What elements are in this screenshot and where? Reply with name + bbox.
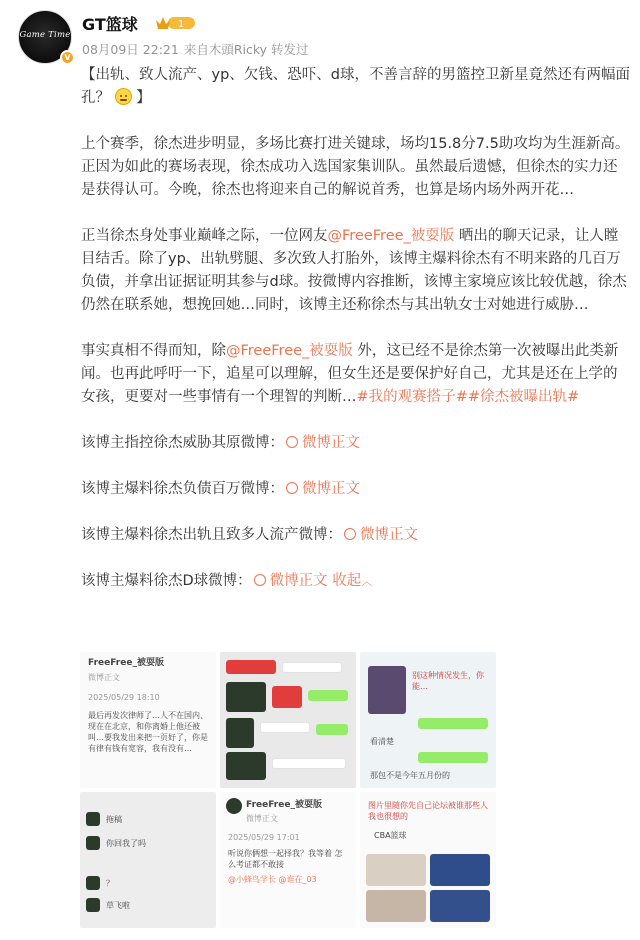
thumb-body: 最后再发次律师了…人不在国内、现在在北京，和你离婚上他还被叫…要我发出来把一页好了，你是有律有钱有宽容，我有没有…	[88, 711, 208, 753]
post-body	[81, 64, 631, 616]
verified-badge-icon: V	[60, 50, 75, 65]
source-label-3: 该博主爆料徐杰出轨且致多人流产微博：	[81, 527, 342, 543]
thumb-subtitle: 微博正文	[88, 673, 120, 682]
link-icon	[344, 528, 356, 540]
source-label-1: 该博主指控徐杰威胁其原微博：	[81, 435, 284, 451]
thumb5-subtitle: 微博正文	[246, 814, 278, 823]
thumb5-date: 2025/05/29 17:01	[228, 833, 300, 842]
thumb4-text-c: ？	[106, 879, 114, 888]
gallery-image-3[interactable]	[360, 652, 496, 788]
hashtag-watch-buddy[interactable]: #我的观赛搭子#	[356, 389, 468, 405]
post-headline	[81, 64, 631, 110]
source-line-3	[81, 524, 631, 547]
headline-end: 】	[136, 90, 151, 106]
thumb5-mentions: @小蜂鸟学长 @谁在_03	[228, 875, 317, 884]
mention-link[interactable]: @FreeFree_被耍版	[327, 228, 455, 244]
weibo-link-1[interactable]	[284, 435, 360, 451]
collapse-label: 收起	[332, 573, 362, 589]
avatar-logo-text: Game Time	[19, 30, 71, 40]
image-gallery	[80, 652, 496, 928]
p2-text-a: 正当徐杰身处事业巅峰之际，一位网友	[81, 228, 328, 244]
thumb3-text-a: 别这种情况发生，你能…	[412, 671, 484, 691]
source-line-1	[81, 432, 631, 455]
mention-link-2[interactable]: @FreeFree_被耍版	[226, 343, 353, 359]
source-line-2	[81, 478, 631, 501]
weibo-link-3[interactable]	[342, 527, 418, 543]
post-meta	[82, 40, 314, 58]
weibo-link-label: 微博正文	[302, 481, 360, 497]
source-line-4	[81, 570, 631, 593]
thumb4-text-d: 草飞啦	[106, 901, 130, 910]
source-label-2: 该博主爆料徐杰负债百万微博：	[81, 481, 284, 497]
user-name[interactable]: GT篮球	[82, 15, 138, 34]
weibo-link-label: 微博正文	[360, 527, 418, 543]
vip-level-crown-icon[interactable]	[154, 14, 196, 32]
post-header	[18, 8, 628, 64]
link-icon	[254, 574, 266, 586]
link-icon	[286, 436, 298, 448]
chevron-up-icon: ︿	[361, 575, 373, 588]
link-icon	[286, 482, 298, 494]
weibo-link-2[interactable]	[284, 481, 360, 497]
gallery-image-4[interactable]	[80, 792, 216, 928]
level-number: 1	[177, 19, 185, 30]
weibo-link-4[interactable]	[252, 573, 328, 589]
thumb4-text-a: 拖稿	[106, 815, 122, 824]
weibo-link-label: 微博正文	[302, 435, 360, 451]
hashtag-xujie-cheating[interactable]: #徐杰被曝出轨#	[467, 389, 580, 405]
collapse-button[interactable]	[332, 573, 372, 589]
gallery-image-6[interactable]	[360, 792, 496, 928]
headline-text: 【出轨、致人流产、yp、欠钱、恐吓、d球，不善言辞的男篮控卫新星竟然还有两幅面孔？	[81, 67, 630, 106]
thumb4-text-b: 你回我了吗	[106, 839, 146, 848]
thumb3-text-b: 看清楚	[370, 737, 394, 746]
thumb5-body: 听说你俩想一起择我？我等着 怎么考证都不敢接	[228, 849, 343, 869]
post-time[interactable]: 08月09日 22:21	[82, 42, 179, 57]
paragraph-1: 上个赛季，徐杰进步明显，多场比赛打进关键球，场均15.8分7.5助攻均为生涯新高。正因为如此的赛场表现，徐杰成功入选国家集训队。虽然最后遗憾，但徐杰的实力还是获得认可。今晚，徐杰也将迎来自己的解说首秀，也算是场内场外两开花…	[81, 136, 630, 198]
p3-text-a: 事实真相不得而知，除	[81, 343, 226, 359]
thumb3-text-c: 那包不是今年五月份的	[370, 771, 450, 780]
paragraph-3	[81, 340, 631, 409]
weibo-link-label: 微博正文	[269, 573, 328, 589]
via-text: 来自木頭Ricky 转发过	[183, 42, 309, 57]
paragraph-2	[81, 225, 631, 317]
gallery-image-5[interactable]	[220, 792, 356, 928]
gallery-image-1[interactable]	[80, 652, 216, 788]
sweat-smile-emoji-icon	[115, 88, 132, 105]
p3-text-b: 外，这已经不是徐杰第一次被曝出此类新闻。也再此呼吁一下，追星可以理解，但女生还是要保护好自己，尤其是还在上学的女孩，更要对一些事情有一个理智的判断…	[81, 343, 619, 405]
source-label-4: 该博主爆料徐杰D球微博：	[81, 573, 252, 589]
gallery-image-2[interactable]	[220, 652, 356, 788]
thumb-date: 2025/05/29 18:10	[88, 693, 160, 702]
thumb-author: FreeFree_被耍版	[88, 658, 164, 668]
thumb6-text-b: CBA篮球	[374, 831, 407, 840]
p2-text-b: 晒出的聊天记录，让人瞠目结舌。除了yp、出轨劈腿、多次致人打胎外，该博主爆料徐杰有不明来路的几百万负债，并拿出证据证明其参与d球。按微博内容推断，该博主家境应该比较优越，徐杰仍然在联系她，想挽回她…同时，该博主还称徐杰与其出轨女士对她进行威胁…	[81, 228, 627, 313]
thumb6-text-a: 图片里随你先自己论坛被谁那些人我也很想的	[368, 801, 488, 821]
thumb5-author: FreeFree_被耍版	[246, 800, 322, 810]
